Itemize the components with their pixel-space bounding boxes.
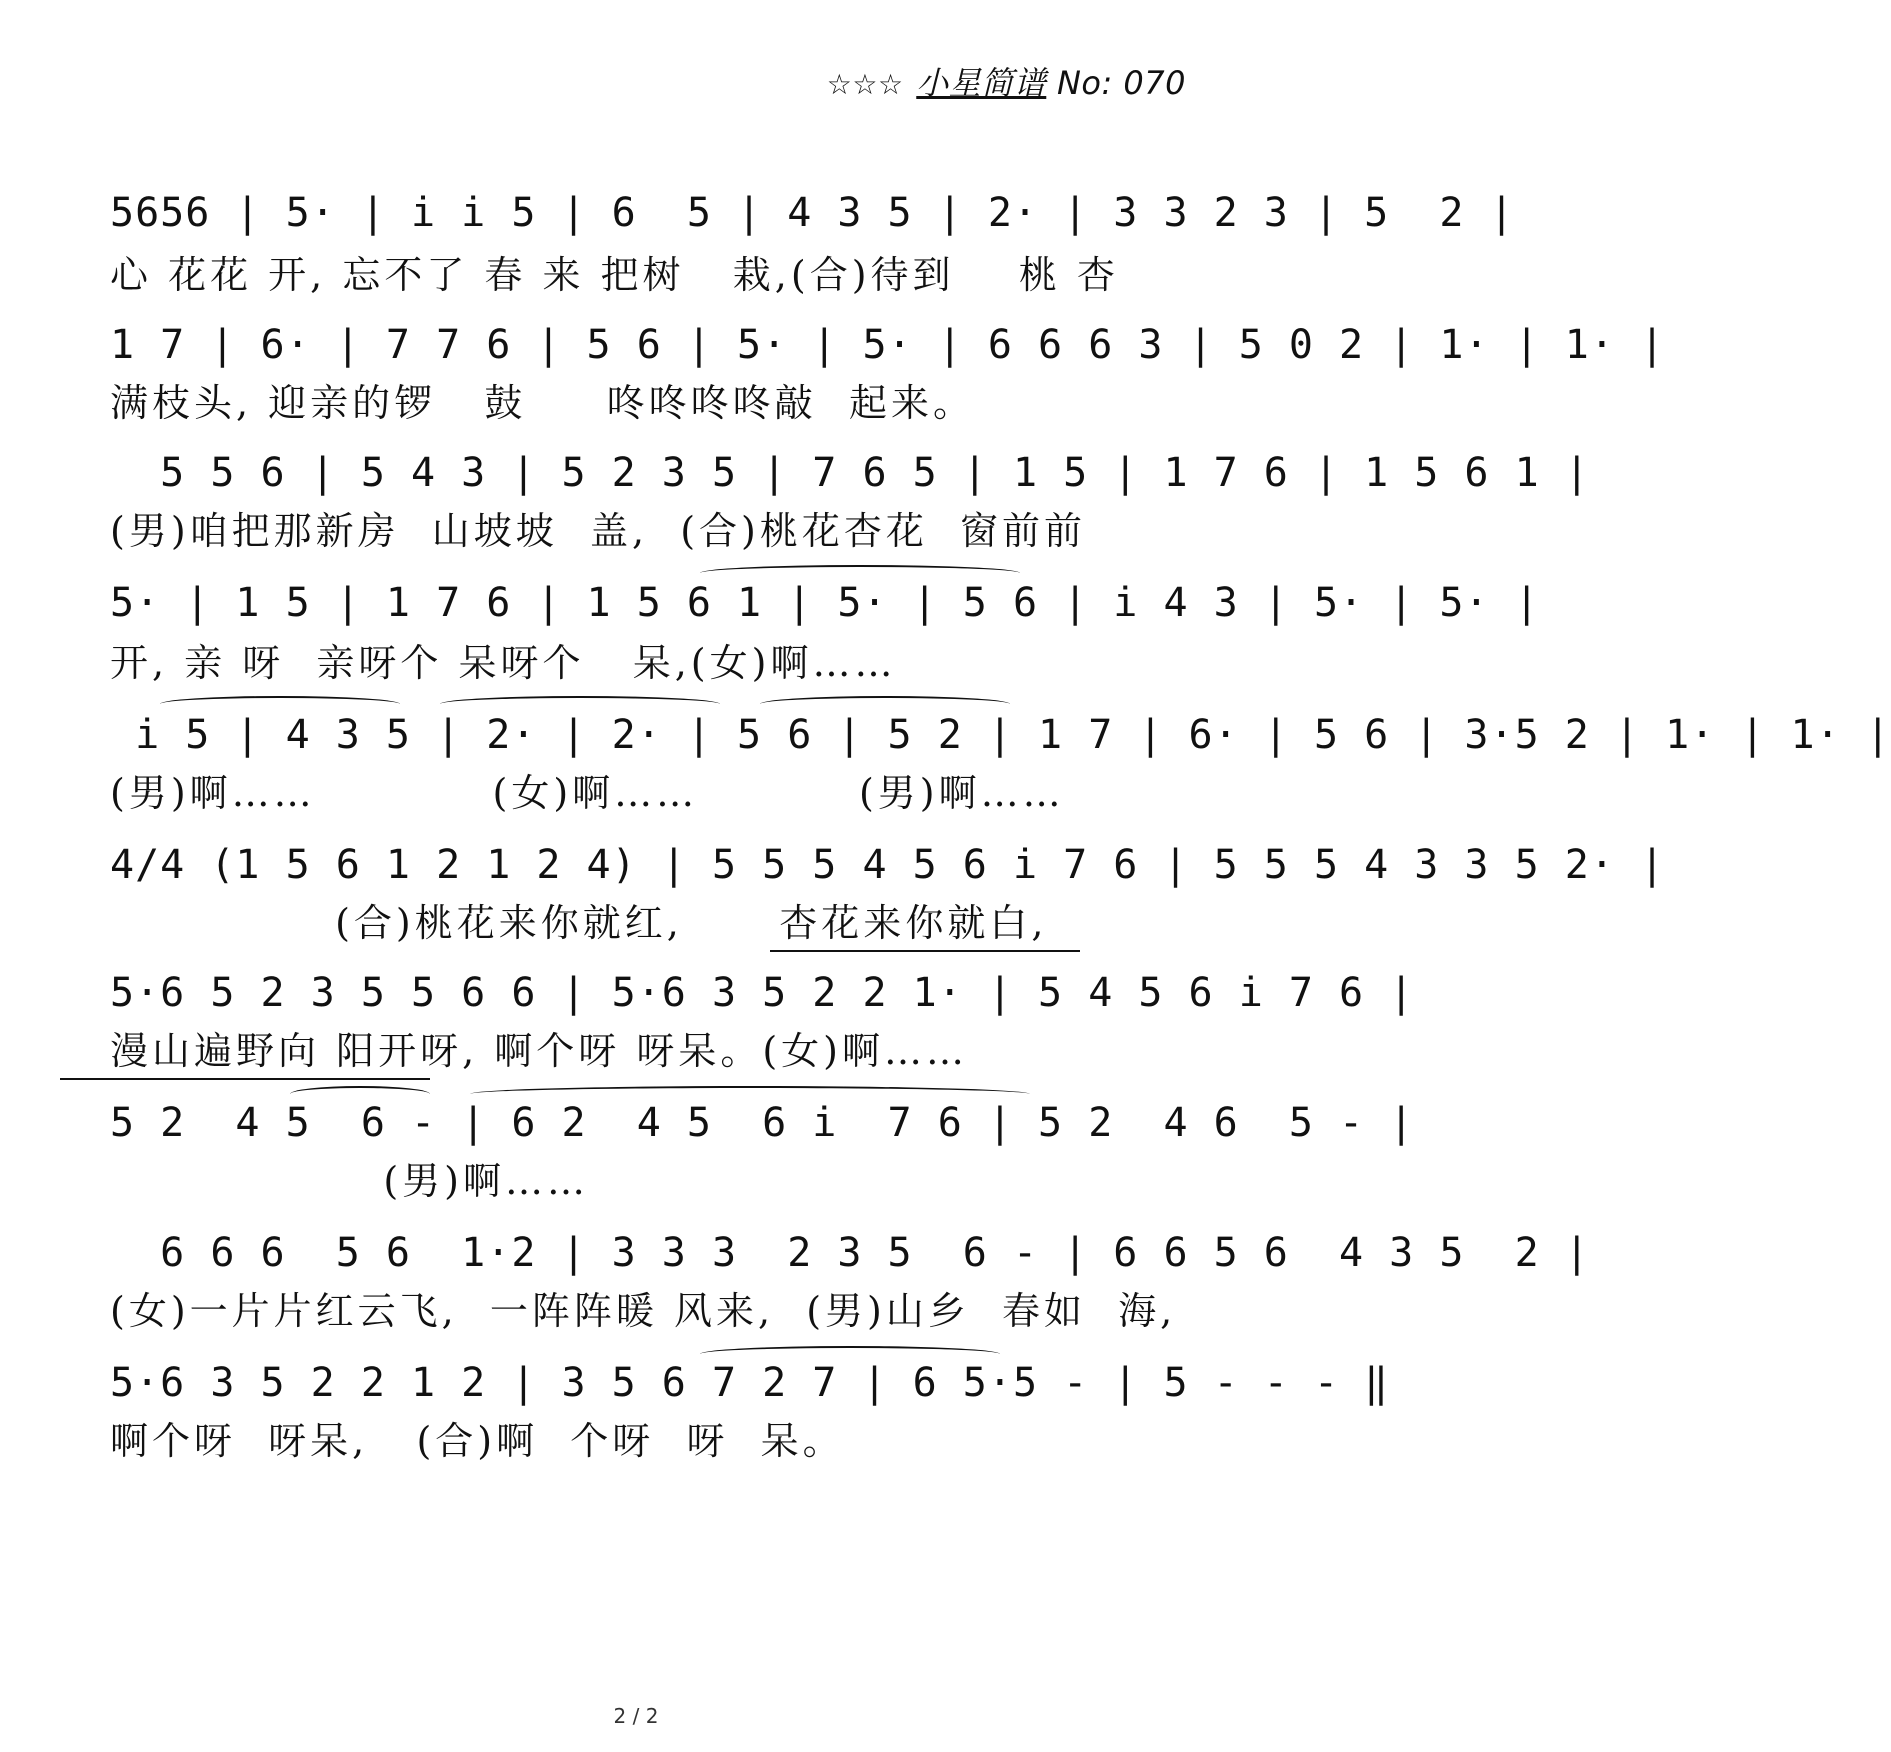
publisher-name: 小星简谱 (916, 64, 1047, 102)
lyrics-line-1: 心 花花 开, 忘不了 春 来 把树 栽,(合)待到 桃 杏 (110, 253, 1119, 297)
page-indicator: 2 / 2 (613, 1704, 659, 1728)
tie-mark (700, 1346, 1000, 1362)
notation-line-1: 5656 | 5· | i̇ i̇ 5 | 6 5 | 4 3 5 | 2· | 3 3 2 3 | 5 2 | (110, 190, 1515, 236)
lyrics-line-8: (男)啊…… (110, 1159, 589, 1203)
lyrics-line-10: 啊个呀 呀呆, (合)啊 个呀 呀 呆。 (110, 1419, 845, 1463)
lyrics-line-9: (女)一片片红云飞, 一阵阵暖 风来, (男)山乡 春如 海, (110, 1289, 1177, 1333)
lyrics-line-5: (男)啊…… (女)啊…… (男)啊…… (110, 771, 1065, 815)
lyrics-line-3: (男)咱把那新房 山坡坡 盖, (合)桃花杏花 窗前前 (110, 509, 1087, 553)
stars-rating: ☆☆☆ (826, 68, 904, 101)
tie-mark (160, 696, 400, 712)
notation-line-8: 5 2 4 5 6 - | 6 2 4 5 6 i̇ 7 6 | 5 2 4 6 5 - | (110, 1100, 1415, 1146)
notation-line-2: 1 7 | 6· | 7 7 6 | 5 6 | 5· | 5· | 6 6 6 3 | 5 0 2 | 1· | 1· | (110, 322, 1666, 368)
notation-line-9: 6 6 6 5 6 1·2 | 3 3 3 2 3 5 6 - | 6 6 5 6 4 3 5 2 | (110, 1230, 1590, 1276)
notation-line-4: 5· | 1 5 | 1 7 6 | 1 5 6 1 | 5· | 5 6 | i̇ 4 3 | 5· | 5· | (110, 580, 1540, 626)
notation-line-7: 5·6 5 2 3 5 5 6 6 | 5·6 3 5 2 2 1· | 5 4 5 6 i̇ 7 6 | (110, 970, 1415, 1016)
notation-line-10: 5·6 3 5 2 2 1 2 | 3 5 6 7 2 7 | 6 5·5 - | 5 - - - ‖ (110, 1360, 1390, 1406)
tie-mark (440, 696, 720, 712)
notation-line-3: 5 5 6 | 5 4 3 | 5 2 3 5 | 7 6 5 | 1 5 | 1 7 6 | 1 5 6 1 | (110, 450, 1590, 496)
score-number: No: 070 (1056, 64, 1186, 102)
notation-line-6: 4/4 (1 5 6 1 2 1 2 4) | 5 5 5 4 5 6 i̇ 7 6 | 5 5 5 4 3 3 5 2· | (110, 842, 1666, 888)
tie-mark (290, 1086, 430, 1102)
tie-mark (700, 565, 1020, 581)
tie-mark (470, 1086, 1030, 1102)
page-header (827, 58, 1186, 104)
lyrics-line-4: 开, 亲 呀 亲呀个 呆呀个 呆,(女)啊…… (110, 641, 897, 685)
phrase-line (60, 1078, 430, 1080)
tie-mark (760, 696, 1010, 712)
lyrics-line-7: 漫山遍野向 阳开呀, 啊个呀 呀呆。(女)啊…… (110, 1029, 968, 1073)
notation-line-5: i̇ 5 | 4 3 5 | 2· | 2· | 5 6 | 5 2 | 1 7 | 6· | 5 6 | 3·5 2 | 1· | 1· | (110, 712, 1891, 758)
lyrics-line-2: 满枝头, 迎亲的锣 鼓 咚咚咚咚敲 起来。 (110, 381, 975, 425)
lyrics-line-6: (合)桃花来你就红, 杏花来你就白, (110, 901, 1048, 945)
phrase-line (770, 950, 1080, 952)
